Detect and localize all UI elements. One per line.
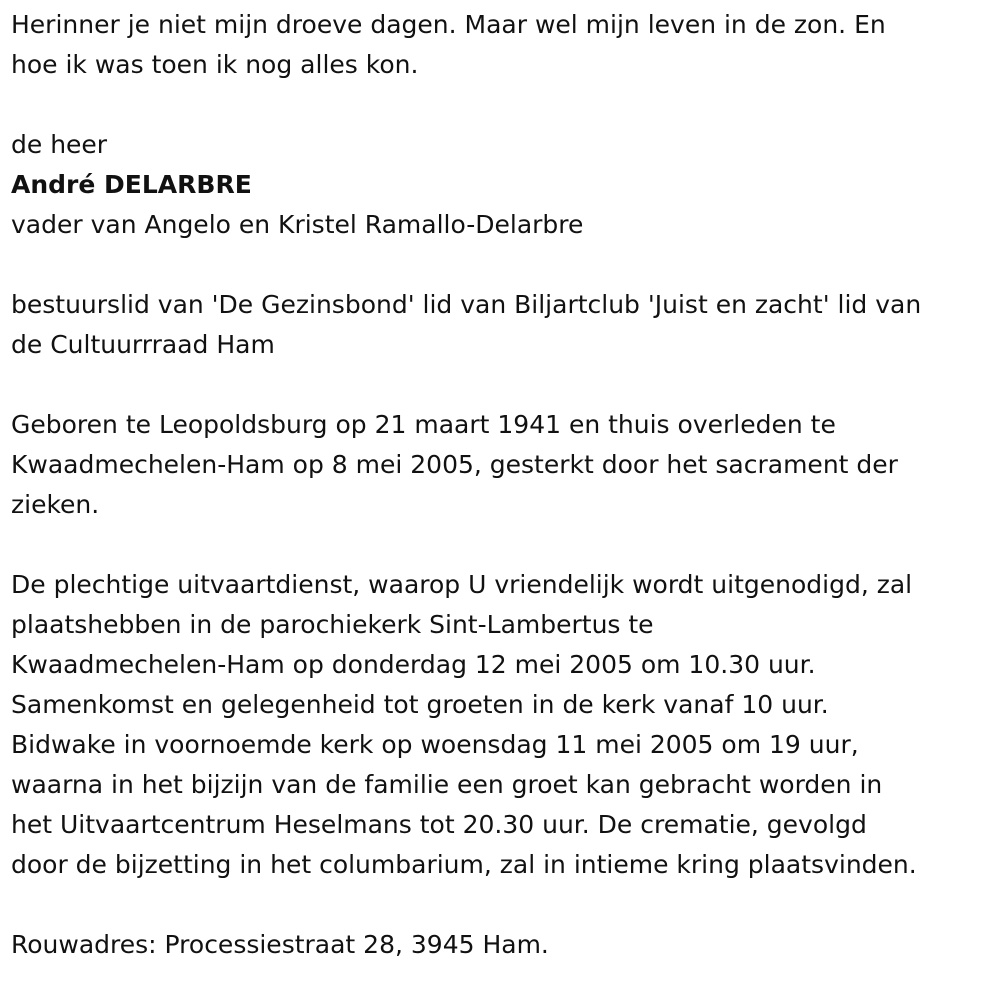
spacer bbox=[11, 365, 1000, 405]
relation-text: vader van Angelo en Kristel Ramallo-Delarbre bbox=[11, 210, 584, 239]
deceased-name: André DELARBRE bbox=[11, 170, 252, 199]
spacer bbox=[11, 245, 1000, 285]
funeral-text: De plechtige uitvaartdienst, waarop U vriendelijk wordt uitgenodigd, zal plaatshebben in de parochiekerk Sint-Lambertus te Kwaadmechelen-Ham op donderdag 12 mei 2005 om 10.30 uur. Samenkomst en gelegenheid tot groeten in de kerk vanaf 10 uur. Bidwake in voornoemde kerk op woensdag 11 mei 2005 om 19 uur, waarna in het bijzijn van de familie een groet kan gebracht worden in het Uitvaartcentrum Heselmans tot 20.30 uur. De crematie, gevolgd door de bijzetting in het columbarium, zal in intieme kring plaatsvinden. bbox=[11, 570, 917, 879]
spacer bbox=[11, 85, 1000, 125]
spacer bbox=[11, 885, 1000, 925]
memberships-text: bestuurslid van 'De Gezinsbond' lid van Biljartclub 'Juist en zacht' lid van de Cultuurrraad Ham bbox=[11, 290, 922, 359]
birth-death-text: Geboren te Leopoldsburg op 21 maart 1941 en thuis overleden te Kwaadmechelen-Ham op 8 mei 2005, gesterkt door het sacrament der zieken. bbox=[11, 410, 898, 519]
title-prefix: de heer bbox=[11, 130, 108, 159]
address-text: Rouwadres: Processiestraat 28, 3945 Ham. bbox=[11, 930, 549, 959]
spacer bbox=[11, 525, 1000, 565]
poem-text: Herinner je niet mijn droeve dagen. Maar wel mijn leven in de zon. En hoe ik was toen ik nog alles kon. bbox=[11, 10, 886, 79]
